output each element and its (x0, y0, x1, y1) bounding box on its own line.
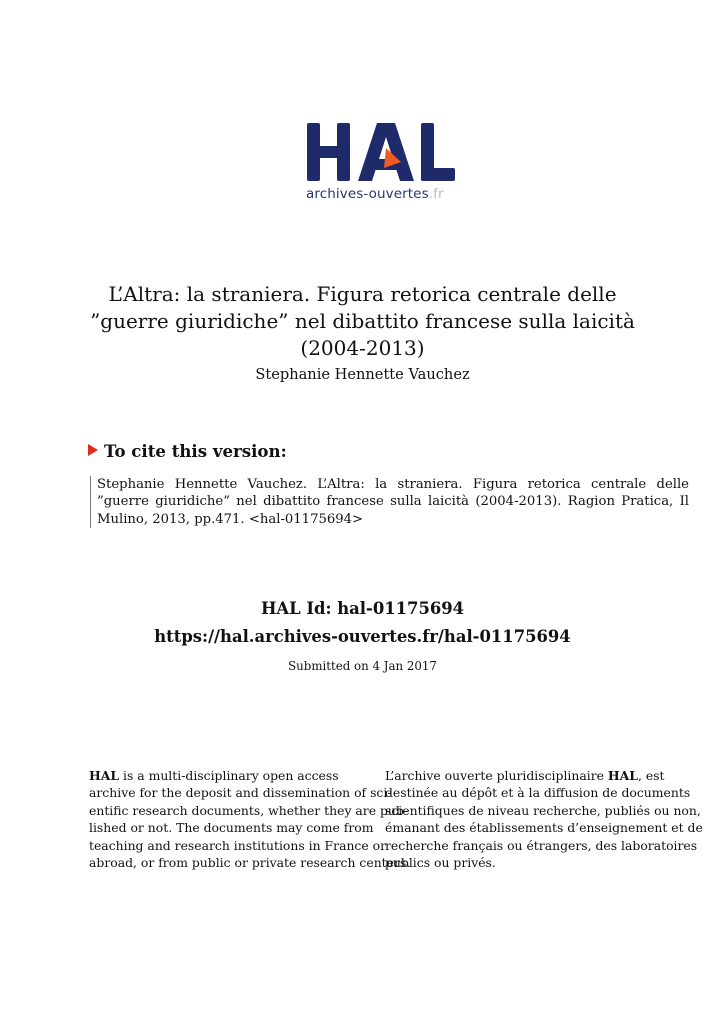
description-line: HAL is a multi-disciplinary open access (89, 768, 339, 783)
logo-word: archives-ouvertes (306, 186, 429, 202)
cite-heading (88, 441, 287, 461)
description-line: destinée au dépôt et à la diffusion de documents (385, 785, 691, 801)
description-line: entific research documents, whether they are pub- (89, 802, 409, 818)
hal-bold: HAL (89, 768, 120, 783)
hal-url-link[interactable]: https://hal.archives-ouvertes.fr/hal-01175694 (154, 627, 571, 646)
paper-title (60, 281, 665, 362)
hal-bold: HAL (607, 768, 638, 783)
description-line: publics ou privés. (385, 855, 496, 871)
description-line: abroad, or from public or private research centers. (89, 855, 411, 871)
french-description (385, 767, 703, 871)
logo-tld: .fr (428, 186, 444, 202)
description-line: scientifiques de niveau recherche, publiés ou non, (385, 802, 701, 818)
english-description (89, 767, 411, 871)
title-line: (2004-2013) (300, 336, 425, 360)
cite-heading-label: To cite this version: (104, 441, 287, 461)
hal-id: HAL Id: hal-01175694 (260, 599, 465, 618)
description-line: L’archive ouverte pluridisciplinaire HAL, est (385, 768, 665, 783)
description-line: émanant des établissements d’enseignement et de (385, 820, 703, 836)
title-line: ”guerre giuridiche” nel dibattito francese sulla laicità (90, 309, 635, 333)
title-line: L’Altra: la straniera. Figura retorica centrale delle (108, 282, 617, 306)
submission-date: Submitted on 4 Jan 2017 (288, 659, 437, 673)
description-line: lished or not. The documents may come from (89, 820, 374, 836)
triangle-bullet-icon (88, 444, 98, 456)
hal-logo-wordmark (306, 186, 444, 202)
paper-authors: Stephanie Hennette Vauchez (255, 366, 470, 383)
description-line: archive for the deposit and dissemination of sci- (89, 785, 392, 801)
description-line: teaching and research institutions in France or (89, 837, 387, 853)
description-line: recherche français ou étrangers, des laboratoires (385, 837, 698, 853)
citation-text: Stephanie Hennette Vauchez. L’Altra: la straniera. Figura retorica centrale delle ”guerre giuridiche” nel dibattito francese sulla laicità (2004-2013). Ragion Pratica, Il Mulino, 2013, pp.471. <hal-01175694> (90, 476, 689, 528)
